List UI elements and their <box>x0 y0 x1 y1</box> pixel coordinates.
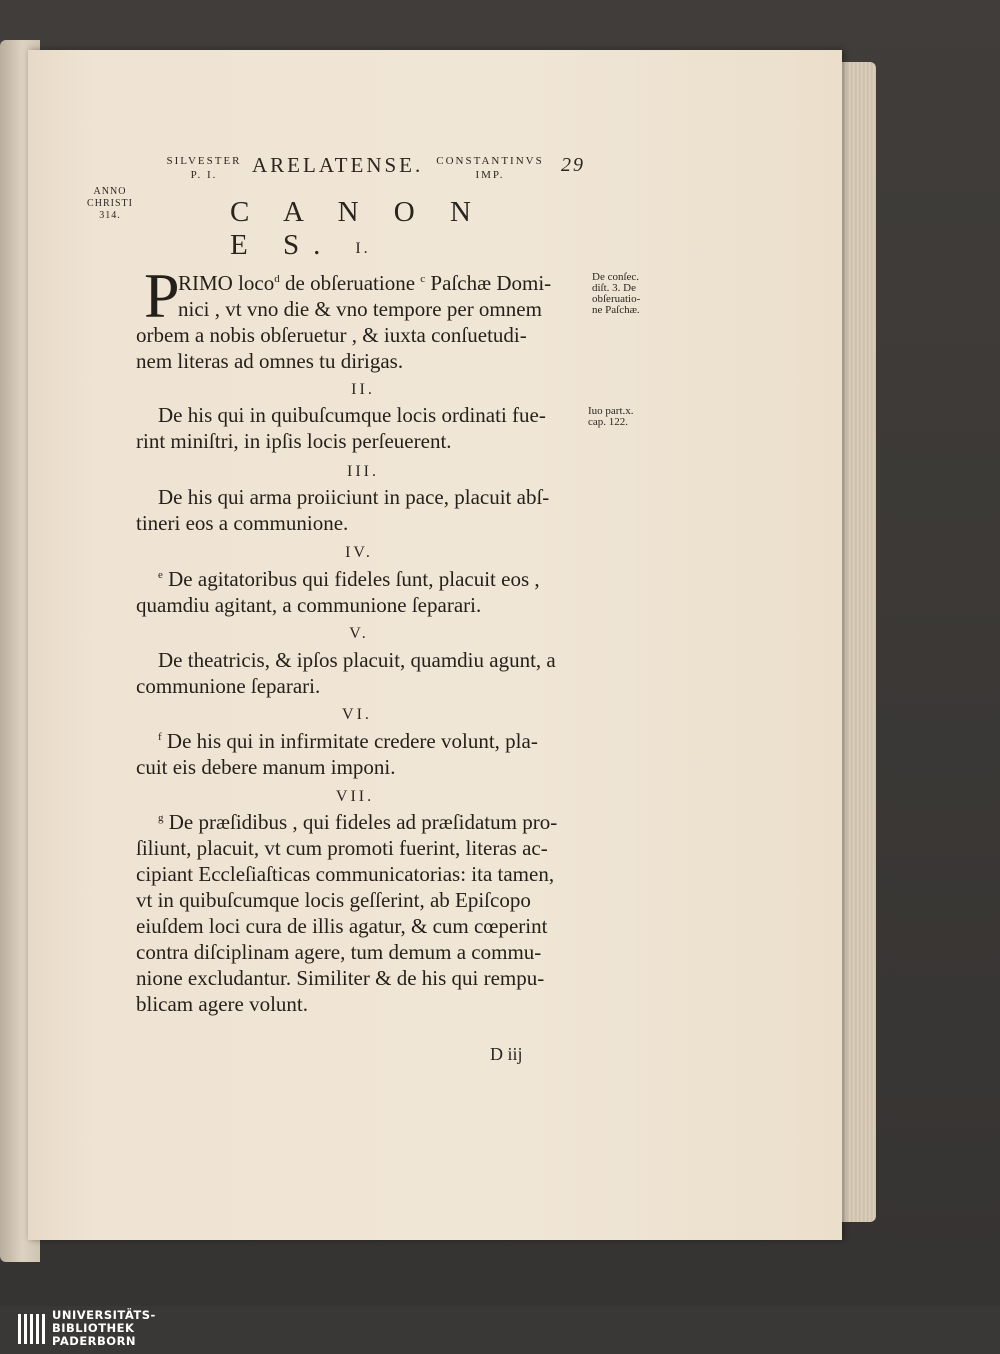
library-name-line-3: PADERBORN <box>52 1334 137 1348</box>
canon-numeral-2: II. <box>351 381 375 398</box>
footnote-marker-e: e <box>158 569 163 581</box>
sidenote-canon-1 <box>592 272 640 316</box>
canon-numeral-6: VI. <box>342 706 372 723</box>
canon-6-line-2: cuit eis debere manum imponi. <box>136 755 396 779</box>
canon-6-line-1 <box>158 728 538 754</box>
canon-7-line-2: ſiliunt, placuit, vt cum promoti fuerint, literas ac- <box>136 836 548 860</box>
canon-numeral-7: VII. <box>335 788 375 805</box>
canon-7-text: De præſidibus , qui fideles ad præſidatum pro- <box>168 810 558 834</box>
book-fore-edge <box>838 62 876 1222</box>
canon-7-line-3: cipiant Eccleſiaſticas communicatorias: ita tamen, <box>136 862 555 886</box>
margin-year-note <box>82 186 138 222</box>
book-page <box>28 50 842 1240</box>
canon-numeral-3: III. <box>347 463 379 480</box>
sidenote-1-line-3: obſeruatio- <box>592 293 641 305</box>
canon-4-text: De agitatoribus qui fideles ſunt, placuit eos , <box>168 567 540 591</box>
canon-2-line-1: De his qui in quibuſcumque locis ordinati fue- <box>158 403 546 427</box>
canon-3-line-1: De his qui arma proiiciunt in pace, placuit abſ- <box>158 485 550 509</box>
library-name <box>52 1309 156 1348</box>
canon-7-line-5: eiuſdem loci cura de illis agatur, & cum cœperint <box>136 914 548 938</box>
canon-1-line-1 <box>178 270 551 296</box>
canon-numeral-5: V. <box>349 625 369 642</box>
canon-1-line-2: nici , vt vno die & vno tempore per omnem <box>178 297 542 321</box>
footnote-marker-c: c <box>420 273 426 285</box>
canon-1-text-a: RIMO loco <box>178 271 275 295</box>
canon-numeral-1: I. <box>355 240 371 257</box>
canon-7-line-4: vt in quibuſcumque locis geſſerint, ab Epiſcopo <box>136 888 531 912</box>
canon-2-line-2: rint miniſtri, in ipſis locis perſeuerent. <box>136 429 452 453</box>
running-title: ARELATENSE. <box>252 153 424 177</box>
section-title: C A N O N E S. <box>230 196 485 261</box>
canon-7-line-6: contra diſciplinam agere, tum demum a commu- <box>136 940 542 964</box>
footnote-marker-g: g <box>158 812 164 824</box>
canon-4-line-2: quamdiu agitant, a communione ſeparari. <box>136 593 482 617</box>
canon-numeral-4: IV. <box>345 544 373 561</box>
margin-anno: ANNO <box>93 186 127 197</box>
page-number: 29 <box>561 154 585 176</box>
header-left-bottom: P. I. <box>190 169 218 181</box>
canon-1-line-3: orbem a nobis obſeruetur , & iuxta conſuetudi- <box>136 323 527 347</box>
header-right-top: CONSTANTINVS <box>436 155 544 167</box>
sidenote-2-line-1: Iuo part.x. <box>588 405 634 417</box>
sidenote-1-line-2: diſt. 3. De <box>592 282 636 294</box>
margin-year: 314. <box>99 210 121 221</box>
footnote-marker-d: d <box>274 273 280 285</box>
sidenote-2-line-2: cap. 122. <box>588 416 629 428</box>
signature-mark: D iij <box>490 1044 523 1064</box>
canon-7-line-8: blicam agere volunt. <box>136 992 309 1016</box>
header-left <box>164 154 244 182</box>
canon-1-text-c: Paſchæ Domi- <box>425 271 552 295</box>
header-right <box>428 154 552 182</box>
sidenote-1-line-1: De conſec. <box>592 271 640 283</box>
sidenote-1-line-4: ne Paſchæ. <box>592 304 640 316</box>
header-left-top: SILVESTER <box>166 155 242 167</box>
canon-7-line-7: nione excludantur. Similiter & de his qui rempu- <box>136 966 545 990</box>
library-brand-bar <box>0 1306 1000 1354</box>
library-name-line-1: UNIVERSITÄTS- <box>52 1308 156 1322</box>
drop-cap: P <box>144 260 180 331</box>
canon-4-line-1 <box>158 566 540 592</box>
library-logo-icon <box>14 1310 46 1350</box>
canon-7-line-1 <box>158 809 557 835</box>
margin-christi: CHRISTI <box>87 198 133 209</box>
canon-1-text-b: de obſeruatione <box>279 271 421 295</box>
canon-5-line-1: De theatricis, & ipſos placuit, quamdiu agunt, a <box>158 648 556 672</box>
canon-3-line-2: tineri eos a communione. <box>136 511 349 535</box>
canon-6-text: De his qui in infirmitate credere volunt, pla- <box>166 729 538 753</box>
canon-1-line-4: nem literas ad omnes tu dirigas. <box>136 349 404 373</box>
canon-5-line-2: communione ſeparari. <box>136 674 321 698</box>
header-right-bottom: IMP. <box>475 169 505 181</box>
footnote-marker-f: f <box>158 731 162 743</box>
sidenote-canon-2 <box>588 406 634 428</box>
library-name-line-2: BIBLIOTHEK <box>52 1321 135 1335</box>
